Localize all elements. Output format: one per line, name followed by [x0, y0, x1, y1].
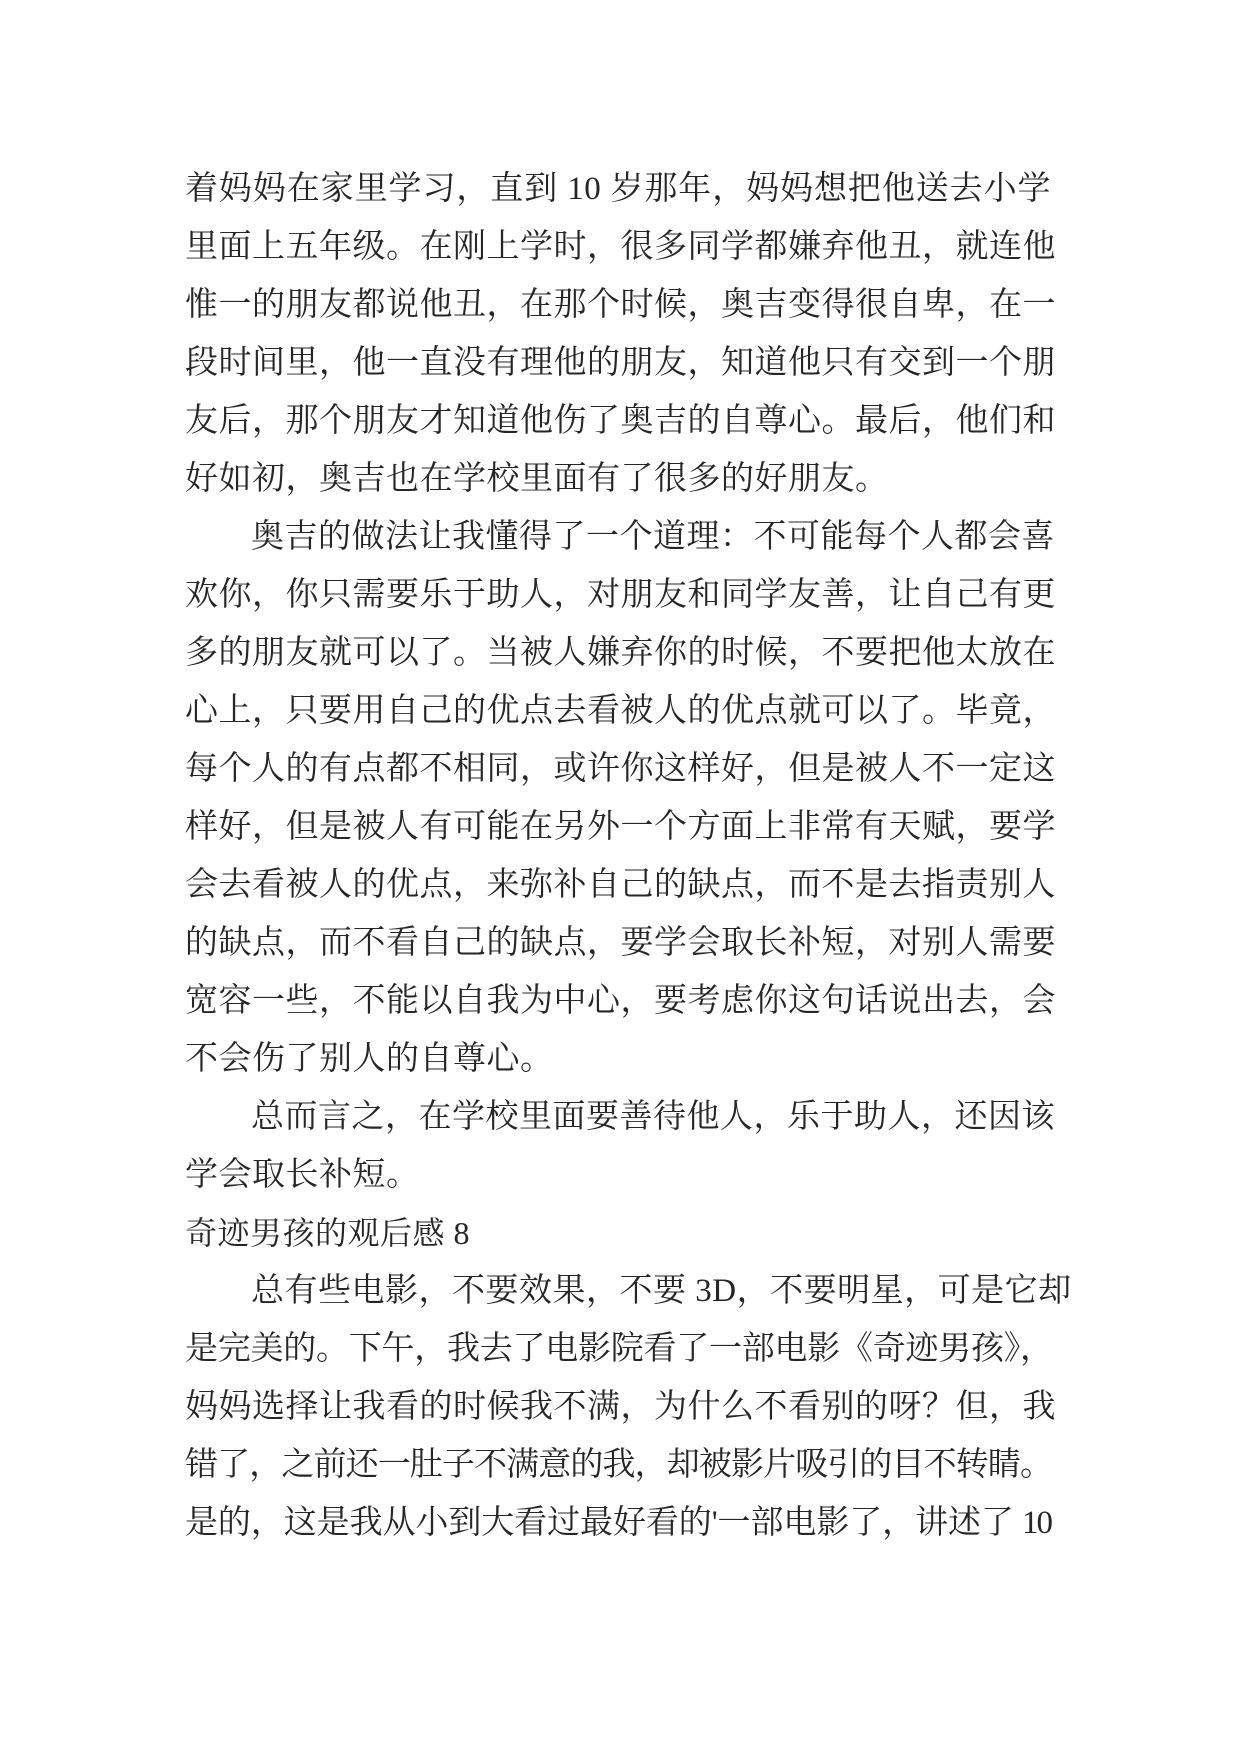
text-line: 好如初，奥吉也在学校里面有了很多的好朋友。: [185, 461, 889, 497]
text-line: 段时间里，他一直没有理他的朋友，知道他只有交到一个朋: [185, 345, 1056, 381]
text-line: 着妈妈在家里学习，直到 10 岁那年，妈妈想把他送去小学: [185, 171, 1051, 207]
text-line: 多的朋友就可以了。当被人嫌弃你的时候，不要把他太放在: [185, 635, 1056, 671]
text-line: 心上，只要用自己的优点去看被人的优点就可以了。毕竟，: [185, 693, 1056, 729]
text-line: 里面上五年级。在刚上学时，很多同学都嫌弃他丑，就连他: [185, 229, 1056, 265]
text-line: 样好，但是被人有可能在另外一个方面上非常有天赋，要学: [185, 809, 1056, 845]
text-line: 学会取长补短。: [185, 1157, 420, 1193]
text-line: 惟一的朋友都说他丑，在那个时候，奥吉变得很自卑，在一: [185, 287, 1056, 323]
text-line: 会去看被人的优点，来弥补自己的缺点，而不是去指责别人: [185, 867, 1056, 903]
text-line: 不会伤了别人的自尊心。: [185, 1041, 554, 1077]
text-lines: [185, 160, 1072, 1552]
text-line: 总有些电影，不要效果，不要 3D，不要明星，可是它却: [251, 1273, 1072, 1309]
text-line: 错了，之前还一肚子不满意的我，却被影片吸引的目不转睛。: [185, 1447, 1051, 1483]
text-line: 的缺点，而不看自己的缺点，要学会取长补短，对别人需要: [185, 925, 1056, 961]
text-line: 是的，这是我从小到大看过最好看的'一部电影了，讲述了 10: [185, 1505, 1051, 1541]
text-line: 欢你，你只需要乐于助人，对朋友和同学友善，让自己有更: [185, 577, 1056, 613]
text-line: 奥吉的做法让我懂得了一个道理：不可能每个人都会喜: [251, 519, 1055, 555]
text-line: 妈妈选择让我看的时候我不满，为什么不看别的呀？但，我: [185, 1389, 1056, 1425]
section-heading: 奇迹男孩的观后感 8: [185, 1215, 471, 1251]
text-line: 每个人的有点都不相同，或许你这样好，但是被人不一定这: [185, 751, 1056, 787]
text-line: 是完美的。下午，我去了电影院看了一部电影《奇迹男孩》，: [185, 1331, 1051, 1367]
text-line: 宽容一些，不能以自我为中心，要考虑你这句话说出去，会: [185, 983, 1056, 1019]
text-line: 总而言之，在学校里面要善待他人，乐于助人，还因该: [251, 1099, 1055, 1135]
text-line: 友后，那个朋友才知道他伤了奥吉的自尊心。最后，他们和: [185, 403, 1056, 439]
